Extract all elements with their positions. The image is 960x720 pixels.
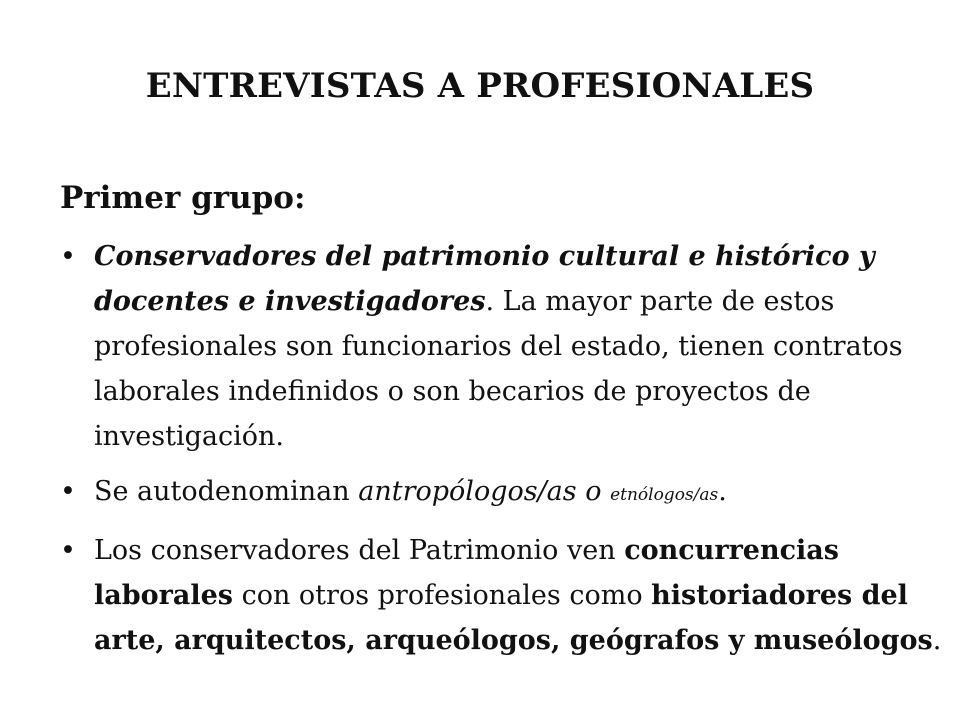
- bullet-3-bold-list: historiadores del arte, arquitectos, arqueólogos, geógrafos y museólogos: [94, 580, 933, 656]
- slide-subtitle: Primer grupo:: [60, 180, 306, 216]
- bullet-icon: •: [60, 476, 76, 507]
- bullet-3-bold-term: concurrencias laborales: [94, 535, 840, 611]
- bullet-icon: •: [60, 241, 76, 272]
- bullet-2-text-start: Se autodenominan: [94, 476, 359, 507]
- bullet-1-text: . La mayor parte de estos profesionales son funcionarios del estado, tienen contratos laborales indefinidos o son becarios de proyectos de investigación.: [94, 286, 903, 452]
- bullet-3-text-start: Los conservadores del Patrimonio ven: [94, 535, 625, 566]
- bullet-icon: •: [60, 535, 76, 566]
- bullet-3-text-end: .: [932, 625, 942, 656]
- bullet-item-2: [60, 469, 955, 518]
- bullet-2-text-end: .: [718, 476, 727, 507]
- bullet-2-italic-term: antropólogos/as o: [358, 476, 611, 507]
- bullet-list: [60, 234, 955, 673]
- slide-title: ENTREVISTAS A PROFESIONALES: [145, 66, 815, 106]
- bullet-3-text-middle: con otros profesionales como: [233, 580, 652, 611]
- bullet-1-emphasis: Conservadores del patrimonio cultural e histórico y docentes e investigadores: [94, 241, 875, 317]
- bullet-2-small-italic-term: etnólogos/as: [610, 485, 719, 505]
- bullet-item-1: [60, 234, 955, 459]
- bullet-item-3: [60, 528, 955, 663]
